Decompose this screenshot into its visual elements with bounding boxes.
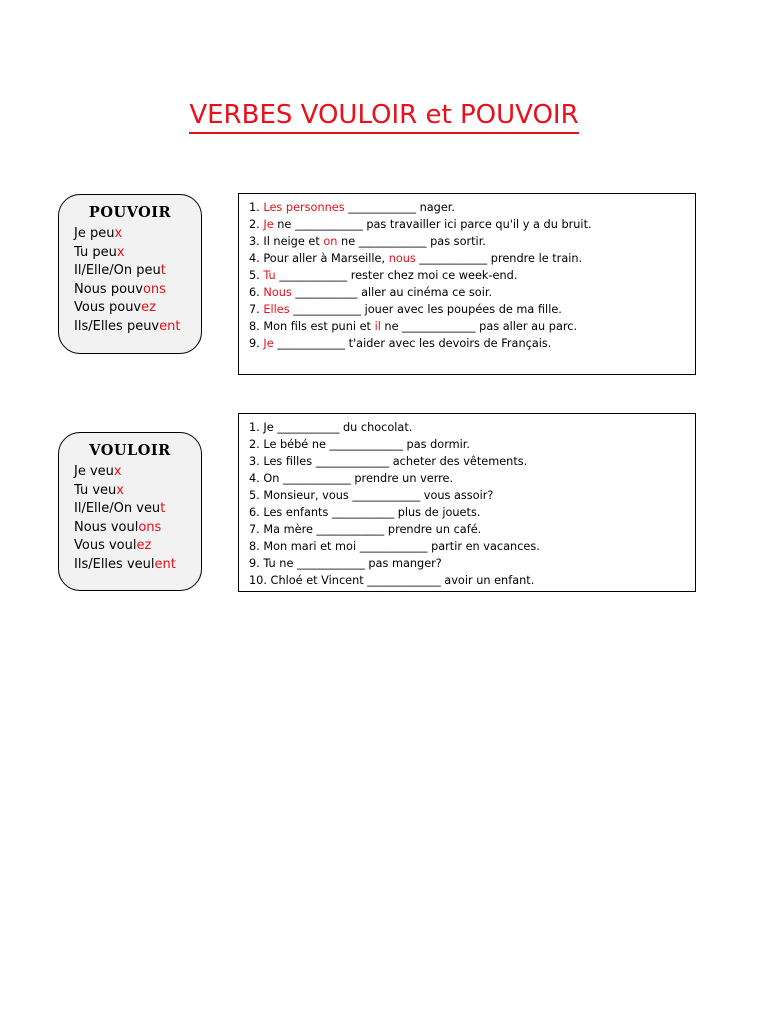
exercise-item: 1. Les personnes ____________ nager. <box>249 201 455 214</box>
vouloir-exercise-box <box>238 413 696 592</box>
conjugation-line: Nous pouvons <box>74 281 166 297</box>
exercise-item: 10. Chloé et Vincent _____________ avoir un enfant. <box>249 574 535 587</box>
pouvoir-exercise-box <box>238 193 696 375</box>
exercise-item: 4. On ____________ prendre un verre. <box>249 472 454 485</box>
conjugation-line: Vous voulez <box>74 538 152 553</box>
conjugation-line: Tu peux <box>74 244 125 260</box>
conjugation-line: Nous voulons <box>74 519 162 535</box>
exercise-item: 9. Je ____________ t'aider avec les devoirs de Français. <box>249 337 552 350</box>
exercise-item: 3. Les filles _____________ acheter des vêtements. <box>249 455 528 468</box>
exercise-item: 5. Tu ____________ rester chez moi ce week-end. <box>249 269 518 282</box>
exercise-item: 7. Elles ____________ jouer avec les poupées de ma fille. <box>249 303 562 316</box>
pouvoir-heading: POUVOIR <box>88 204 172 221</box>
exercise-item: 2. Je ne ____________ pas travailler ici parce qu'il y a du bruit. <box>249 218 592 231</box>
conjugation-line: Ils/Elles peuvent <box>74 318 181 334</box>
exercise-item: 8. Mon mari et moi ____________ partir en vacances. <box>249 540 540 553</box>
conjugation-line: Tu veux <box>74 482 124 498</box>
vouloir-heading: VOULOIR <box>89 442 171 459</box>
exercise-item: 6. Les enfants ___________ plus de jouets. <box>249 506 481 519</box>
exercise-item: 9. Tu ne ____________ pas manger? <box>249 557 442 570</box>
vouloir-conjugation-box <box>58 432 202 591</box>
conjugation-line: Je peux <box>74 226 123 241</box>
conjugation-line: Je veux <box>74 464 122 479</box>
exercise-item: 7. Ma mère ____________ prendre un café. <box>249 523 482 536</box>
exercise-item: 8. Mon fils est puni et il ne _____________ pas aller au parc. <box>249 320 578 333</box>
pouvoir-conjugation-box <box>58 194 202 354</box>
exercise-item: 1. Je ___________ du chocolat. <box>249 421 413 434</box>
exercise-item: 5. Monsieur, vous ____________ vous assoir? <box>249 489 494 502</box>
exercise-item: 6. Nous ___________ aller au cinéma ce soir. <box>249 286 493 299</box>
conjugation-line: Il/Elle/On veut <box>74 501 166 516</box>
page-title: VERBES VOULOIR et POUVOIR <box>0 100 768 130</box>
exercise-item: 3. Il neige et on ne ____________ pas sortir. <box>249 235 486 248</box>
exercise-item: 2. Le bébé ne _____________ pas dormir. <box>249 438 471 451</box>
conjugation-line: Ils/Elles veulent <box>74 556 176 572</box>
exercise-item: 4. Pour aller à Marseille, nous ____________ prendre le train. <box>249 252 583 265</box>
conjugation-line: Vous pouvez <box>74 300 156 315</box>
conjugation-line: Il/Elle/On peut <box>74 263 166 278</box>
